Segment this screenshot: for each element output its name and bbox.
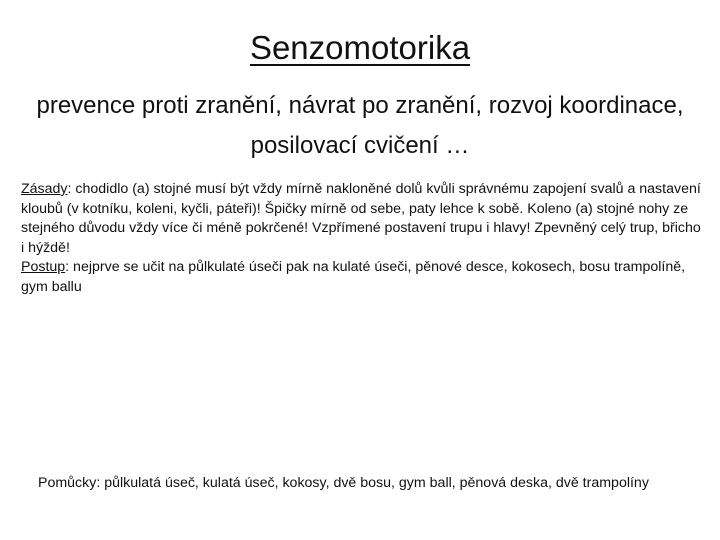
principles-text: : chodidlo (a) stojné musí být vždy mírně nakloněné dolů kvůli správnému zapojení svalů a nastavení kloubů (v kotníku, koleni, kyčli, páteři)! Špičky mírně od sebe, paty lehce k sobě. Koleno (a) stojné nohy ze stejného důvodu vždy více či méně pokrčené! Vzpřímené postavení trupu i hlavy! Zpevněný celý trup, břicho i hýždě! [21,181,701,256]
slide-body [21,180,701,298]
slide-title: Senzomotorika [249,29,471,66]
procedure-label: Postup [21,259,66,276]
slide-subtitle: prevence proti zranění, návrat po zranění, rozvoj koordinace, posilovací cvičení … [36,92,684,159]
procedure-paragraph [21,258,701,297]
principles-label: Zásady [21,181,68,197]
aids-text: Pomůcky: půlkulatá úseč, kulatá úseč, kokosy, dvě bosu, gym ball, pěnová deska, dvě trampolíny [38,475,649,491]
principles-paragraph [21,180,701,258]
procedure-text: : nejprve se učit na půlkulaté úseči pak na kulaté úseči, pěnové desce, kokosech, bosu trampolíně, gym ballu [21,259,686,295]
